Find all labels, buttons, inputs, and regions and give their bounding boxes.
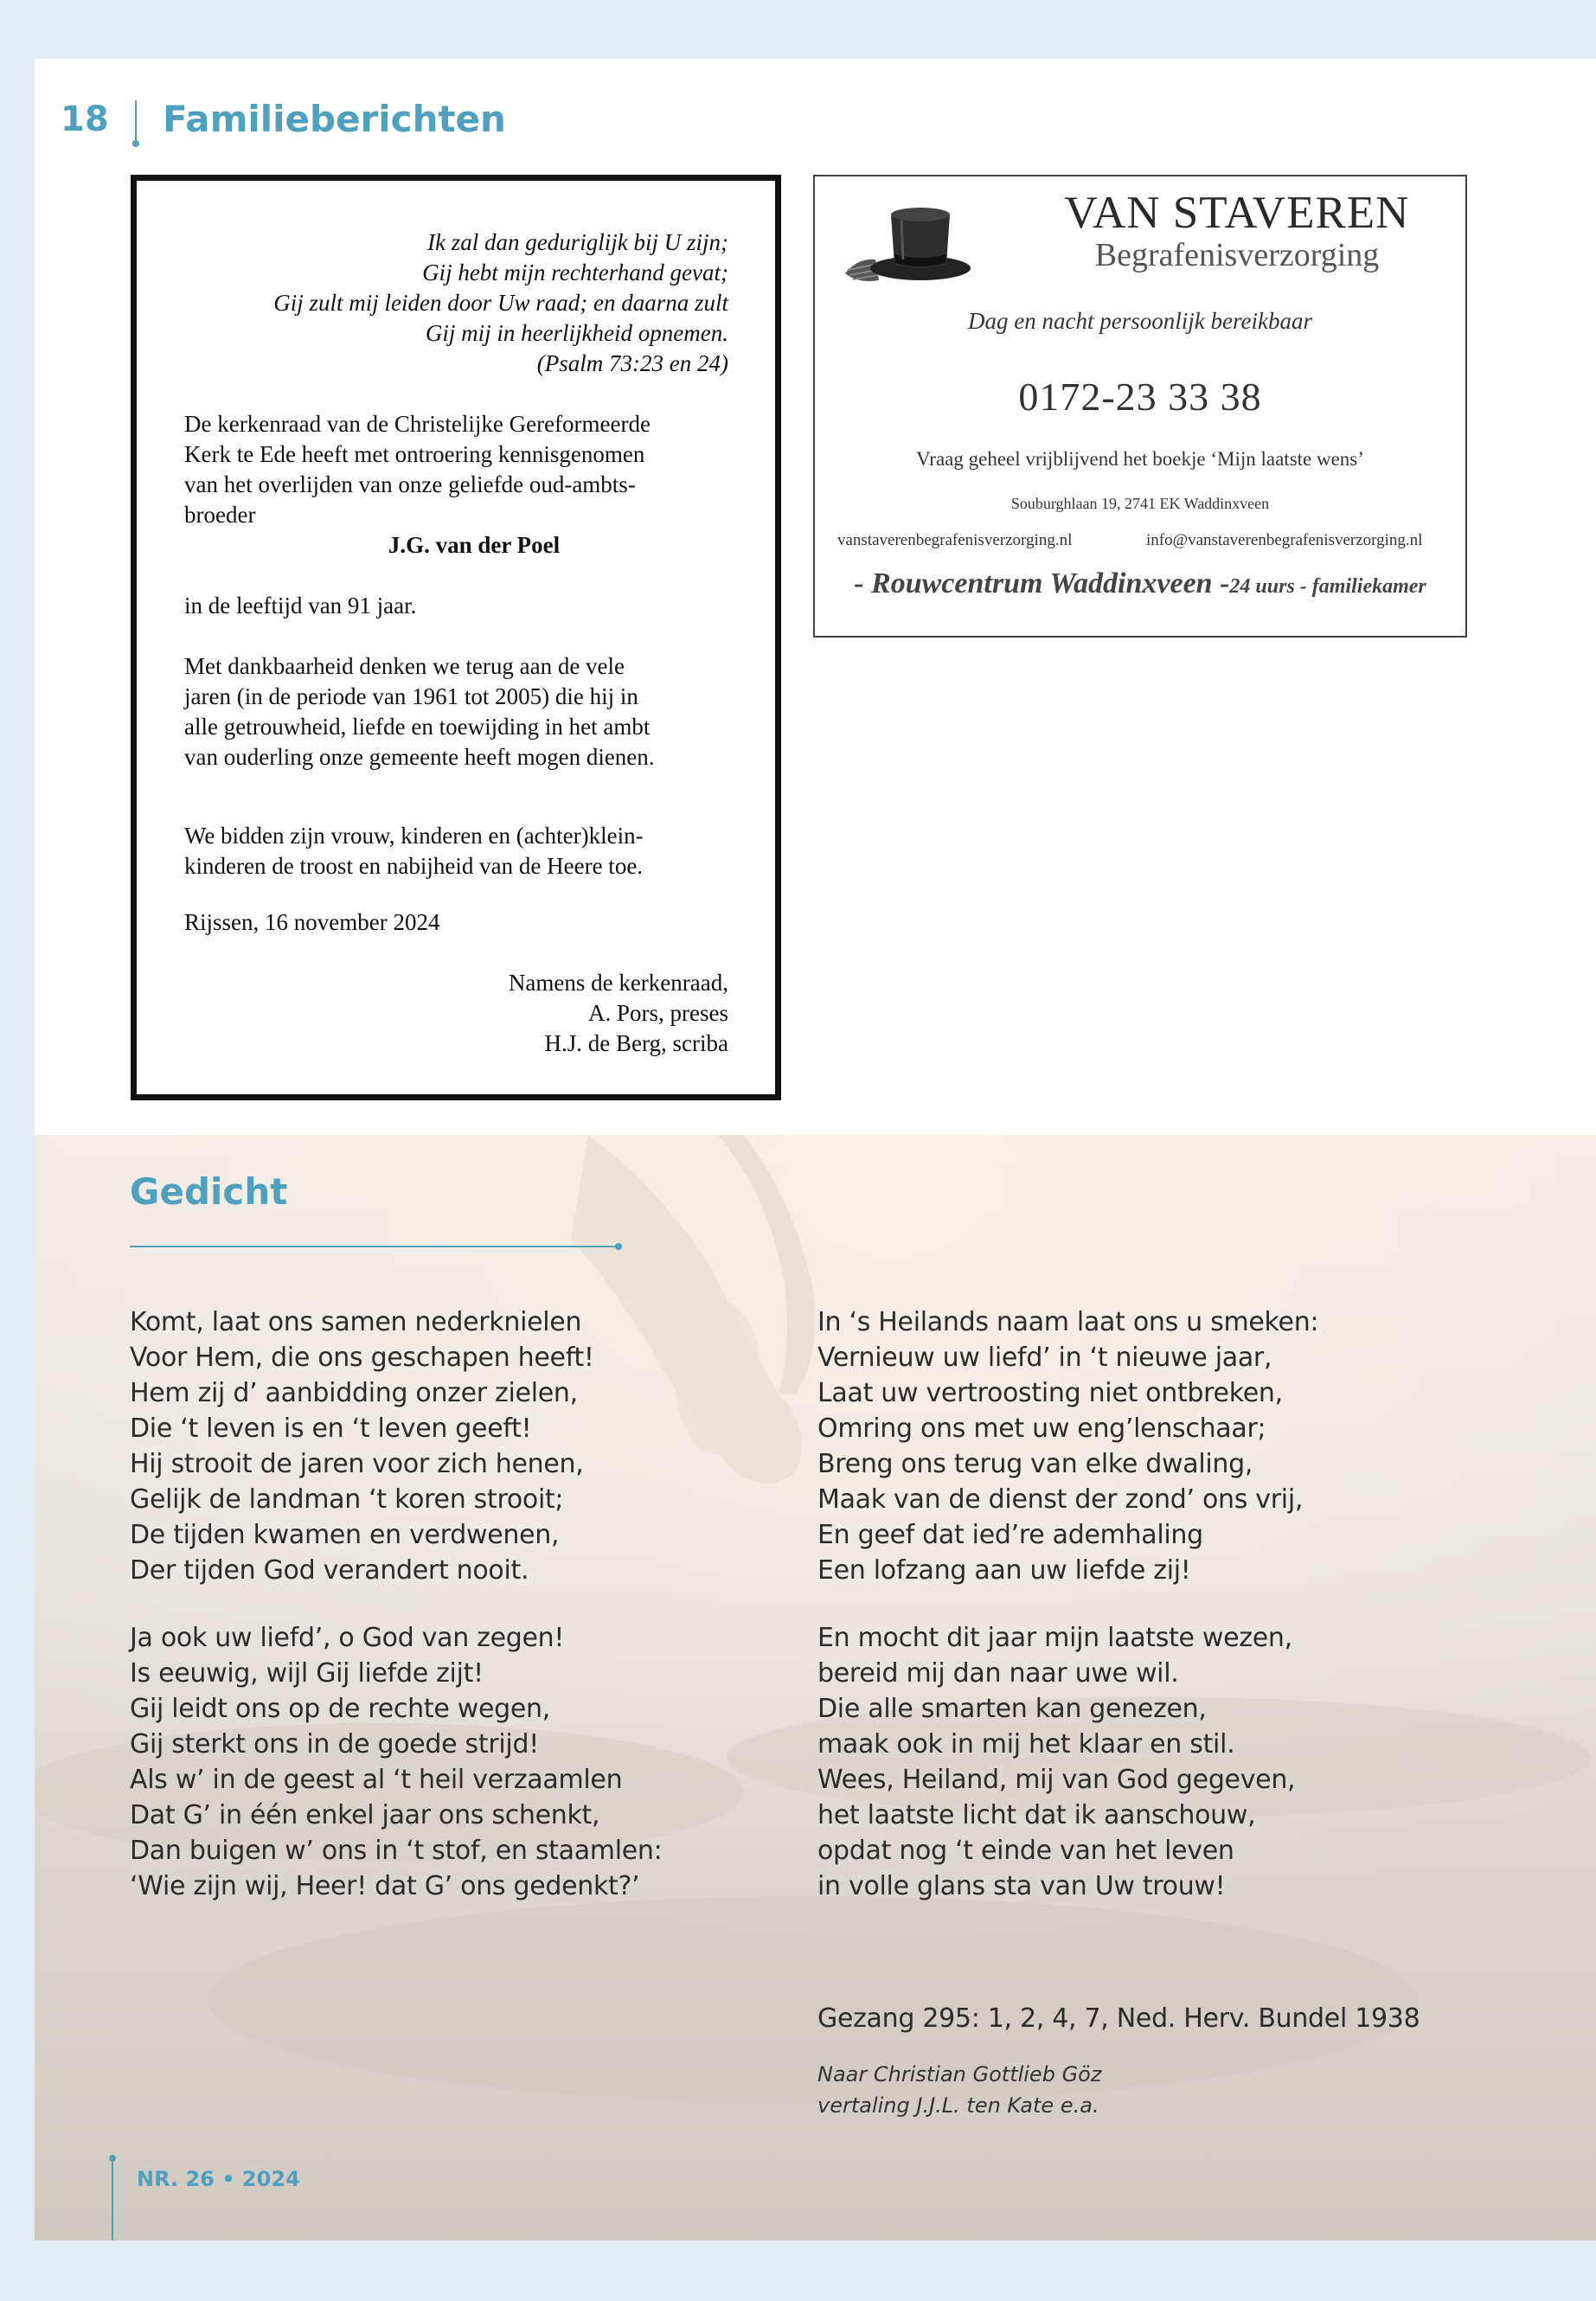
poem-author bbox=[817, 2059, 1101, 2121]
notice-line: We bidden zijn vrouw, kinderen en (achter)klein- bbox=[184, 823, 644, 849]
poem-line: Gij leidt ons op de rechte wegen, bbox=[130, 1694, 550, 1724]
notice-line: De kerkenraad van de Christelijke Gereformeerde bbox=[184, 411, 651, 437]
poem-line: Maak van de dienst der zond’ ons vrij, bbox=[817, 1484, 1304, 1515]
poem-line: De tijden kwamen en verdwenen, bbox=[130, 1520, 560, 1550]
notice-line: van het overlijden van onze geliefde oud-ambts- bbox=[184, 471, 636, 497]
psalm-reference: (Psalm 73:23 en 24) bbox=[536, 350, 728, 376]
poem-line: Breng ons terug van elke dwaling, bbox=[817, 1449, 1253, 1479]
psalm-quote bbox=[273, 228, 728, 379]
poem-line: maak ook in mij het klaar en stil. bbox=[817, 1729, 1235, 1759]
poem-line: ‘Wie zijn wij, Heer! dat G’ ons gedenkt?’ bbox=[130, 1871, 640, 1901]
poem-section bbox=[35, 1135, 1596, 2240]
notice-gratitude bbox=[184, 651, 738, 772]
notice-prayer bbox=[184, 821, 738, 881]
ad-tagline: Dag en nacht persoonlijk bereikbaar bbox=[968, 308, 1312, 334]
notice-line: kinderen de troost en nabijheid van de Heere toe. bbox=[184, 853, 644, 879]
notice-line: broeder bbox=[184, 502, 256, 528]
poem-line: in volle glans sta van Uw trouw! bbox=[817, 1871, 1226, 1901]
ad-footer-small: 24 uurs - familiekamer bbox=[1229, 575, 1426, 598]
poem-title-underline bbox=[130, 1246, 619, 1247]
poem-line: Die alle smarten kan genezen, bbox=[817, 1694, 1207, 1724]
poem-line: Omring ons met uw eng’lenschaar; bbox=[817, 1413, 1266, 1444]
poem-line: Wees, Heiland, mij van God gegeven, bbox=[817, 1765, 1296, 1795]
translator-line: vertaling J.J.L. ten Kate e.a. bbox=[817, 2093, 1099, 2118]
ad-brand: VAN STAVEREN bbox=[1064, 188, 1410, 238]
deceased-name: J.G. van der Poel bbox=[388, 532, 561, 558]
ad-phone: 0172-23 33 38 bbox=[1018, 375, 1262, 419]
ad-footer bbox=[832, 567, 1448, 600]
poem-line: Vernieuw uw liefd’ in ‘t nieuwe jaar, bbox=[817, 1343, 1272, 1373]
poem-line: Dat G’ in één enkel jaar ons schenkt, bbox=[130, 1800, 600, 1830]
memorial-notice bbox=[131, 175, 781, 1100]
notice-line: alle getrouwheid, liefde en toewijding in het ambt bbox=[184, 714, 651, 740]
ad-email[interactable]: info@vanstaverenbegrafenisverzorging.nl bbox=[1146, 531, 1423, 549]
poem-line: bereid mij dan naar uwe wil. bbox=[817, 1658, 1179, 1689]
poem-stanza-3 bbox=[817, 1304, 1440, 1588]
poem-stanza-2 bbox=[130, 1620, 753, 1904]
poem-line: opdat nog ‘t einde van het leven bbox=[817, 1836, 1234, 1866]
notice-age: in de leeftijd van 91 jaar. bbox=[184, 593, 417, 619]
place-date: Rijssen, 16 november 2024 bbox=[184, 909, 440, 935]
author-line: Naar Christian Gottlieb Göz bbox=[817, 2062, 1102, 2086]
notice-signature bbox=[509, 968, 728, 1059]
poem-line: En geef dat ied’re ademhaling bbox=[817, 1520, 1203, 1550]
issue-number: NR. 26 • 2024 bbox=[137, 2167, 300, 2191]
funeral-advertisement bbox=[813, 175, 1467, 638]
poem-line: Laat uw vertroosting niet ontbreken, bbox=[817, 1378, 1283, 1408]
top-hat-icon bbox=[841, 197, 972, 291]
magazine-page bbox=[35, 59, 1596, 2240]
poem-line: In ‘s Heilands naam laat ons u smeken: bbox=[817, 1307, 1319, 1337]
poem-line: Komt, laat ons samen nederknielen bbox=[130, 1307, 582, 1337]
poem-source: Gezang 295: 1, 2, 4, 7, Ned. Herv. Bundel 1938 bbox=[817, 2003, 1420, 2034]
poem-line: Der tijden God verandert nooit. bbox=[130, 1555, 529, 1586]
poem-line: En mocht dit jaar mijn laatste wezen, bbox=[817, 1623, 1292, 1653]
ad-website[interactable]: vanstaverenbegrafenisverzorging.nl bbox=[837, 531, 1073, 549]
signature-line: A. Pors, preses bbox=[588, 1000, 728, 1026]
poem-line: Ja ook uw liefd’, o God van zegen! bbox=[130, 1623, 565, 1653]
psalm-line: Ik zal dan geduriglijk bij U zijn; bbox=[427, 229, 728, 255]
psalm-line: Gij zult mij leiden door Uw raad; en daarna zult bbox=[273, 290, 728, 316]
signature-line: H.J. de Berg, scriba bbox=[544, 1030, 728, 1056]
signature-line: Namens de kerkenraad, bbox=[508, 970, 728, 996]
ad-booklet: Vraag geheel vrijblijvend het boekje ‘Mijn laatste wens’ bbox=[916, 448, 1364, 470]
poem-line: Als w’ in de geest al ‘t heil verzaamlen bbox=[130, 1765, 623, 1795]
poem-stanza-1 bbox=[130, 1304, 753, 1588]
notice-line: jaren (in de periode van 1961 tot 2005) die hij in bbox=[184, 683, 638, 709]
section-title: Familieberichten bbox=[163, 98, 506, 140]
poem-title: Gedicht bbox=[130, 1170, 288, 1213]
poem-line: Gelijk de landman ‘t koren strooit; bbox=[130, 1484, 564, 1515]
poem-line: Is eeuwig, wijl Gij liefde zijt! bbox=[130, 1658, 484, 1689]
notice-line: van ouderling onze gemeente heeft mogen dienen. bbox=[184, 744, 655, 770]
page-number: 18 bbox=[61, 99, 109, 139]
poem-line: Die ‘t leven is en ‘t leven geeft! bbox=[130, 1413, 532, 1444]
notice-line: Met dankbaarheid denken we terug aan de vele bbox=[184, 653, 625, 679]
notice-intro bbox=[184, 409, 738, 561]
poem-line: Hem zij d’ aanbidding onzer zielen, bbox=[130, 1378, 578, 1408]
ad-address: Souburghlaan 19, 2741 EK Waddinxveen bbox=[1010, 495, 1270, 512]
poem-stanza-4 bbox=[817, 1620, 1440, 1904]
ad-subtitle: Begrafenisverzorging bbox=[1094, 237, 1380, 273]
notice-line: Kerk te Ede heeft met ontroering kennisgenomen bbox=[184, 441, 645, 467]
header-divider bbox=[135, 100, 137, 142]
ad-footer-main: - Rouwcentrum Waddinxveen - bbox=[854, 567, 1230, 599]
poem-line: Hij strooit de jaren voor zich henen, bbox=[130, 1449, 584, 1479]
poem-line: Voor Hem, die ons geschapen heeft! bbox=[130, 1343, 594, 1373]
psalm-line: Gij hebt mijn rechterhand gevat; bbox=[422, 260, 728, 285]
poem-line: het laatste licht dat ik aanschouw, bbox=[817, 1800, 1256, 1830]
footer-divider bbox=[112, 2158, 113, 2240]
poem-line: Dan buigen w’ ons in ‘t stof, en staamlen: bbox=[130, 1836, 663, 1866]
poem-line: Een lofzang aan uw liefde zij! bbox=[817, 1555, 1191, 1586]
psalm-line: Gij mij in heerlijkheid opnemen. bbox=[425, 320, 728, 346]
poem-line: Gij sterkt ons in de goede strijd! bbox=[130, 1729, 539, 1759]
